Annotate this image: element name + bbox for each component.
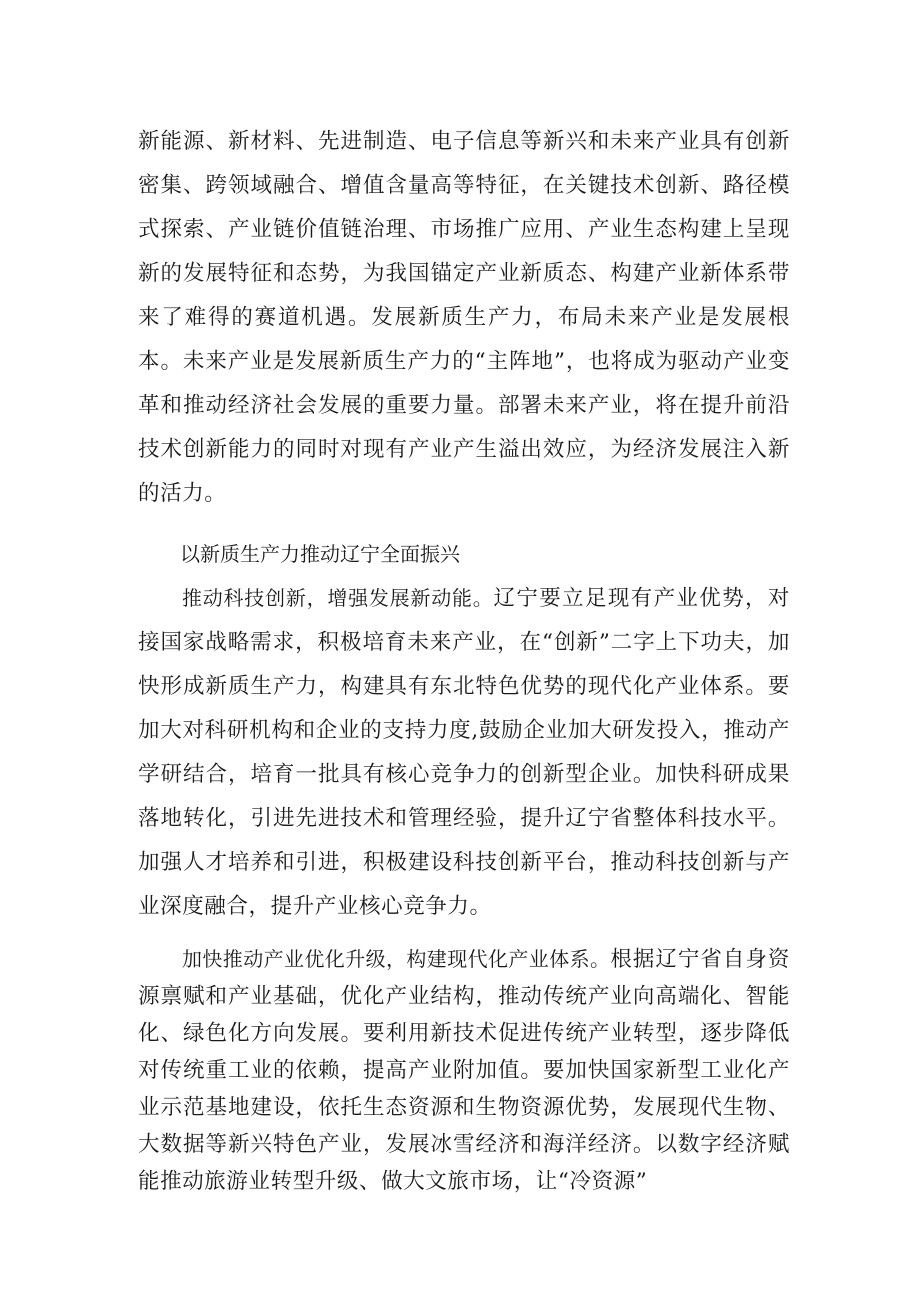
paragraph-lead-tech-innovation: 推动科技创新，增强发展新动能。: [182, 586, 494, 610]
paragraph-body-industry-upgrade: 根据辽宁省自身资源禀赋和产业基础，优化产业结构，推动传统产业向高端化、智能化、绿色化方向发展。要利用新技术促进传统产业转型，逐步降低对传统重工业的依赖，提高产业附加值。要加快国家新型工业化产业示范基地建设，依托生态资源和生物资源优势，发展现代生物、大数据等新兴特色产业，发展冰雪经济和海洋经济。以数字经济赋能推动旅游业转型升级、做大文旅市场，让“冷资源”: [138, 947, 790, 1194]
paragraph-future-industries: 新能源、新材料、先进制造、电子信息等新兴和未来产业具有创新密集、跨领域融合、增值含量高等特征，在关键技术创新、路径模式探索、产业链价值链治理、市场推广应用、产业生态构建上呈现新的发展特征和态势，为我国锚定产业新质态、构建产业新体系带来了难得的赛道机遇。发展新质生产力，布局未来产业是发展根本。未来产业是发展新质生产力的“主阵地”，也将成为驱动产业变革和推动经济社会发展的重要力量。部署未来产业，将在提升前沿技术创新能力的同时对现有产业产生溢出效应，为经济发展注入新的活力。: [138, 129, 790, 506]
paragraph-tech-innovation: [138, 576, 790, 929]
paragraph-lead-industry-upgrade: 加快推动产业优化升级，构建现代化产业体系。: [182, 947, 611, 971]
paragraph-body-tech-innovation: 辽宁要立足现有产业优势，对接国家战略需求，积极培育未来产业，在“创新”二字上下功夫，加快形成新质生产力，构建具有东北特色优势的现代化产业体系。要加大对科研机构和企业的支持力度,鼓励企业加大研发投入，推动产学研结合，培育一批具有核心竞争力的创新型企业。加快科研成果落地转化，引进先进技术和管理经验，提升辽宁省整体科技水平。加强人才培养和引进，积极建设科技创新平台，推动科技创新与产业深度融合，提升产业核心竞争力。: [138, 586, 790, 919]
section-heading: 以新质生产力推动辽宁全面振兴: [180, 542, 460, 566]
paragraph-industry-upgrade: [138, 941, 790, 1200]
document-body: [138, 120, 790, 1200]
